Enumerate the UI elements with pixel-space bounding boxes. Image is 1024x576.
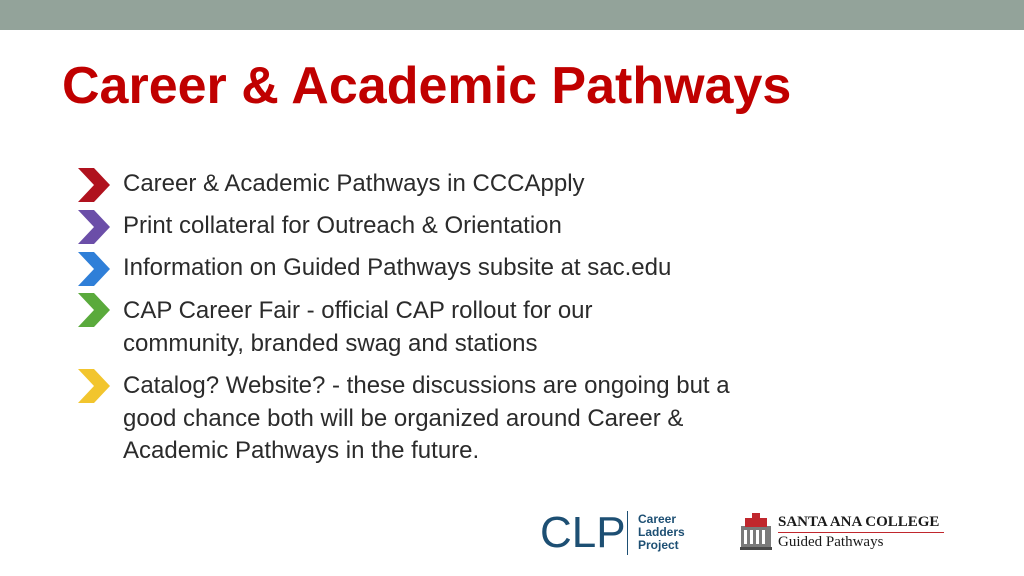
bullet-item-print-collateral: Print collateral for Outreach & Orientation	[123, 212, 562, 239]
clp-logo-line-3: Project	[638, 538, 679, 552]
clp-logo-letters: CLP	[540, 508, 626, 557]
slide-title: Career & Academic Pathways	[62, 57, 792, 115]
chevron-right-icon	[76, 167, 112, 203]
clp-logo-line-2: Ladders	[638, 525, 685, 539]
chevron-right-icon	[76, 292, 112, 328]
bullet-item-cccapply: Career & Academic Pathways in CCCApply	[123, 170, 585, 197]
chevron-right-icon	[76, 251, 112, 287]
career-ladders-project-logo	[540, 508, 700, 558]
clp-logo-line-1: Career	[638, 512, 677, 526]
clp-logo-divider	[627, 511, 628, 555]
bullet-item-catalog-website: Catalog? Website? - these discussions are ongoing but a good chance both will be organized around Career & Academic Pathways in the future.	[123, 372, 730, 464]
sac-logo-name: SANTA ANA COLLEGE	[778, 514, 940, 530]
bullet-item-guided-pathways-subsite: Information on Guided Pathways subsite at sac.edu	[123, 254, 672, 281]
chevron-right-icon	[76, 368, 112, 404]
college-building-icon	[740, 512, 772, 550]
santa-ana-college-logo	[740, 512, 950, 554]
sac-logo-rule	[778, 532, 944, 533]
chevron-right-icon	[76, 209, 112, 245]
bullet-item-career-fair: CAP Career Fair - official CAP rollout for our community, branded swag and stations	[123, 297, 593, 357]
sac-logo-subtitle: Guided Pathways	[778, 534, 884, 550]
